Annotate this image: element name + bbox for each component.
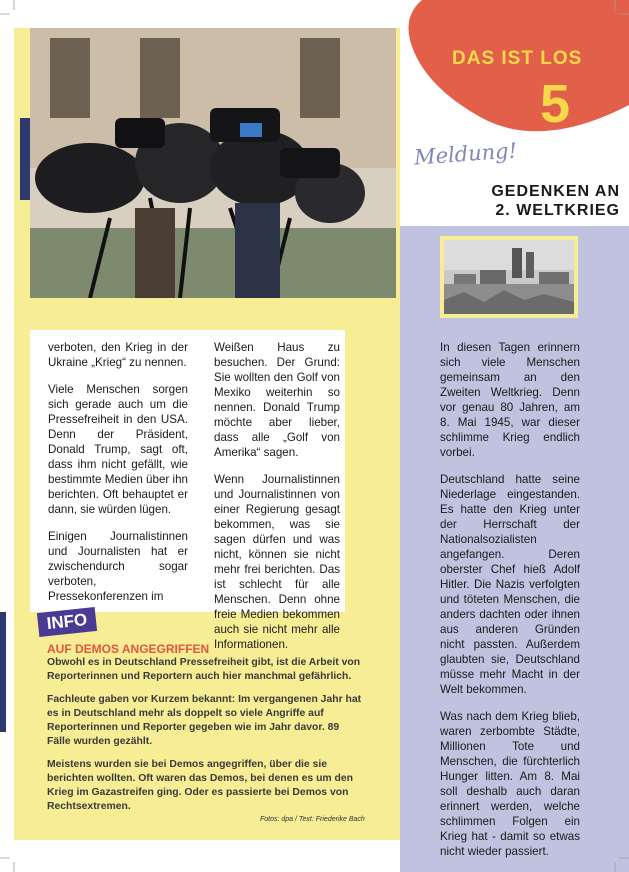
info-paragraph: Meistens wurden sie bei Demos angegriffen, über die sie berichten wollten. Oft waren das Demos, bei denen es um den Krieg im Gazastreifen ging. Oder es passierte bei Demos von Rechtsextremen. xyxy=(47,759,354,812)
info-paragraph: Obwohl es in Deutschland Pressefreiheit gibt, ist die Arbeit von Reporterinnen und Reportern auch hier manchmal gefährlich. xyxy=(47,657,361,682)
section-title: DAS IST LOS xyxy=(452,48,583,69)
paragraph: Weißen Haus zu besuchen. Der Grund: Sie wollten den Golf von Mexiko weiterhin so nennen. Donald Trump möchte aber lieber, dass alle „Golf von Amerika“ sagen. xyxy=(214,341,340,459)
page-number: 5 xyxy=(540,74,571,134)
paragraph: Einigen Journalistinnen und Journalisten hat er zwischendurch sogar verboten, Pressekonferenzen im xyxy=(48,530,188,603)
paragraph: verboten, den Krieg in der Ukraine „Krieg“ zu nennen. xyxy=(48,341,188,369)
paragraph: Was nach dem Krieg blieb, waren zerbombte Städte, Millionen Tote und Menschen, die fürchterlich Hunger litten. Am 8. Mai soll deshalb auch daran erinnert werden, welche schlimmen Folgen ein Krieg hat - damit so etwas nicht wieder passiert. xyxy=(440,710,580,858)
paragraph: Deutschland hatte seine Niederlage eingestanden. Es hatte den Krieg unter der Herrschaft der Nationalsozialisten angefangen. Deren oberster Chef hieß Adolf Hitler. Die Nazis verfolgten und töteten Menschen, die anders dachten oder ihnen aus anderen Gründen nicht passten. Außerdem glaubten sie, Deutschland müsse mehr Macht in der Welt bekommen. xyxy=(440,473,580,696)
paragraph: Viele Menschen sorgen sich gerade auch um die Pressefreiheit in den USA. Denn der Präsident, Donald Trump, sagt oft, dass ihm nicht gefällt, wie bestimmte Medien über ihn berichten. Oft behauptet er dann, sie würden lügen. xyxy=(48,383,188,516)
sidebar-title-line-1: GEDENKEN AN xyxy=(491,183,620,200)
info-label: INFO xyxy=(37,607,97,637)
info-paragraph: Fachleute gaben vor Kurzem bekannt: Im vergangenen Jahr hat es in Deutschland mehr als doppelt so viele Angriffe auf Reporterinnen und Reporter gegeben wie im Jahr davor. 89 Fälle wurden gezählt. xyxy=(47,694,362,747)
sidebar-title-line-2: 2. WELTKRIEG xyxy=(495,202,620,219)
paragraph: Wenn Journalistinnen und Journalistinnen von einer Regierung gesagt bekommen, was sie sagen dürfen und was nicht, können sie nicht mehr frei berichten. Das ist schlecht für alle Menschen. Denn ohne freie Medien bekommen auch sie nicht mehr alle Informationen. xyxy=(214,473,340,651)
sidebar-kicker: Meldung! xyxy=(413,138,518,170)
paragraph: In diesen Tagen erinnern sich viele Menschen gemeinsam an den Zweiten Weltkrieg. Denn vor genau 80 Jahren, am 8. Mai 1945, war dieser schlimme Krieg endlich vorbei. xyxy=(440,341,580,459)
photo-text-credits: Fotos: dpa / Text: Friederike Bach xyxy=(260,816,365,823)
info-heading: AUF DEMOS ANGEGRIFFEN xyxy=(47,642,210,656)
